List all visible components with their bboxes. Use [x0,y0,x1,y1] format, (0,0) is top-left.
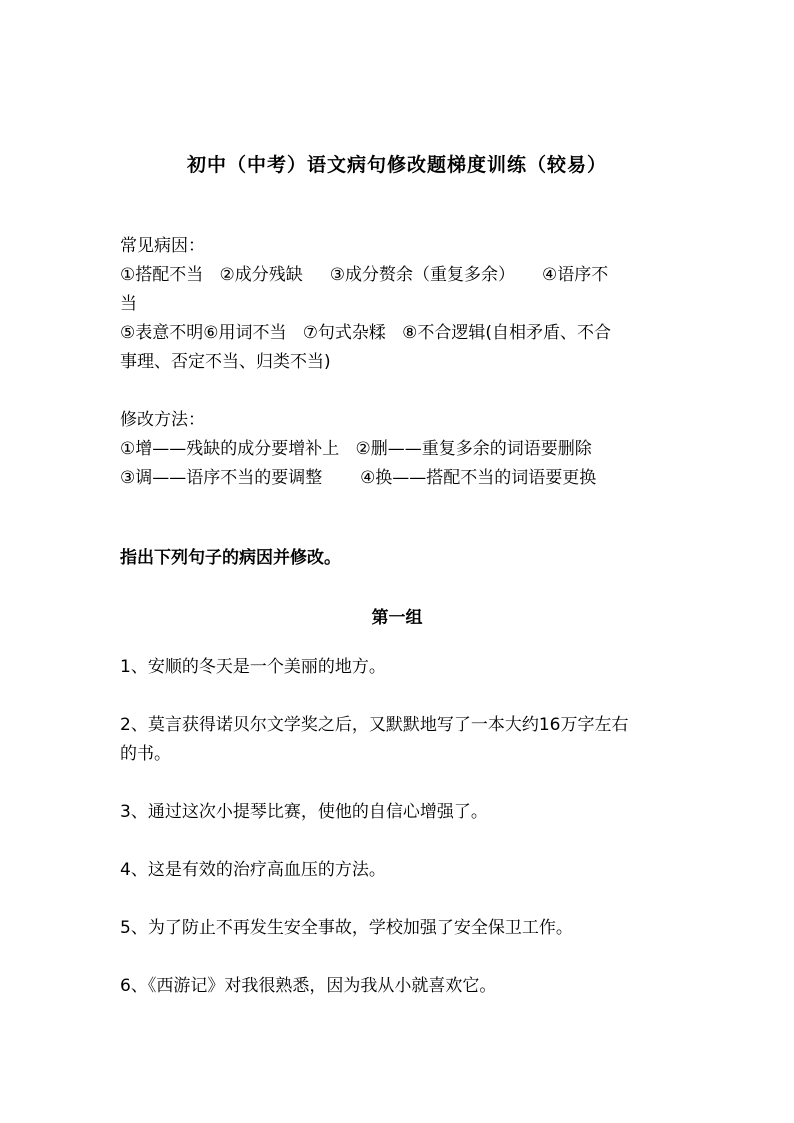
question-item [120,972,680,1001]
question-item [120,914,680,943]
question-line: 6、《西游记》对我很熟悉，因为我从小就喜欢它。 [120,976,497,996]
methods-line: ③调——语序不当的要调整 ④换——搭配不当的词语要更换 [120,468,597,488]
question-line: 的书。 [120,744,171,764]
question-item [120,798,680,827]
methods-heading: 修改方法： [120,410,205,430]
question-line: 2、莫言获得诺贝尔文学奖之后，又默默地写了一本大约16万字左右 [120,715,629,735]
question-item [120,856,680,885]
question-line: 1、安顺的冬天是一个美丽的地方。 [120,657,386,677]
group-title: 第一组 [371,608,423,628]
causes-heading: 常见病因： [120,236,205,256]
common-causes-section [120,232,680,377]
methods-line: ①增——残缺的成分要增补上 ②删——重复多余的词语要删除 [120,439,592,459]
instruction-text [120,544,680,573]
causes-line: 事理、否定不当、归类不当) [120,352,331,372]
question-line: 3、通过这次小提琴比赛，使他的自信心增强了。 [120,802,488,822]
question-item [120,711,680,769]
revision-methods-section [120,406,680,493]
causes-line: ⑤表意不明⑥用词不当 ⑦句式杂糅 ⑧不合逻辑(自相矛盾、不合 [120,323,612,343]
causes-line: 当 [120,294,137,314]
question-line: 5、为了防止不再发生安全事故，学校加强了安全保卫工作。 [120,918,573,938]
causes-line: ①搭配不当 ②成分残缺 ③成分赘余（重复多余） ④语序不 [120,265,609,285]
instruction-label: 指出下列句子的病因并修改。 [120,548,341,568]
question-line: 4、这是有效的治疗高血压的方法。 [120,860,386,880]
page-title: 初中（中考）语文病句修改题梯度训练（较易） [186,154,607,176]
question-item [120,653,680,682]
